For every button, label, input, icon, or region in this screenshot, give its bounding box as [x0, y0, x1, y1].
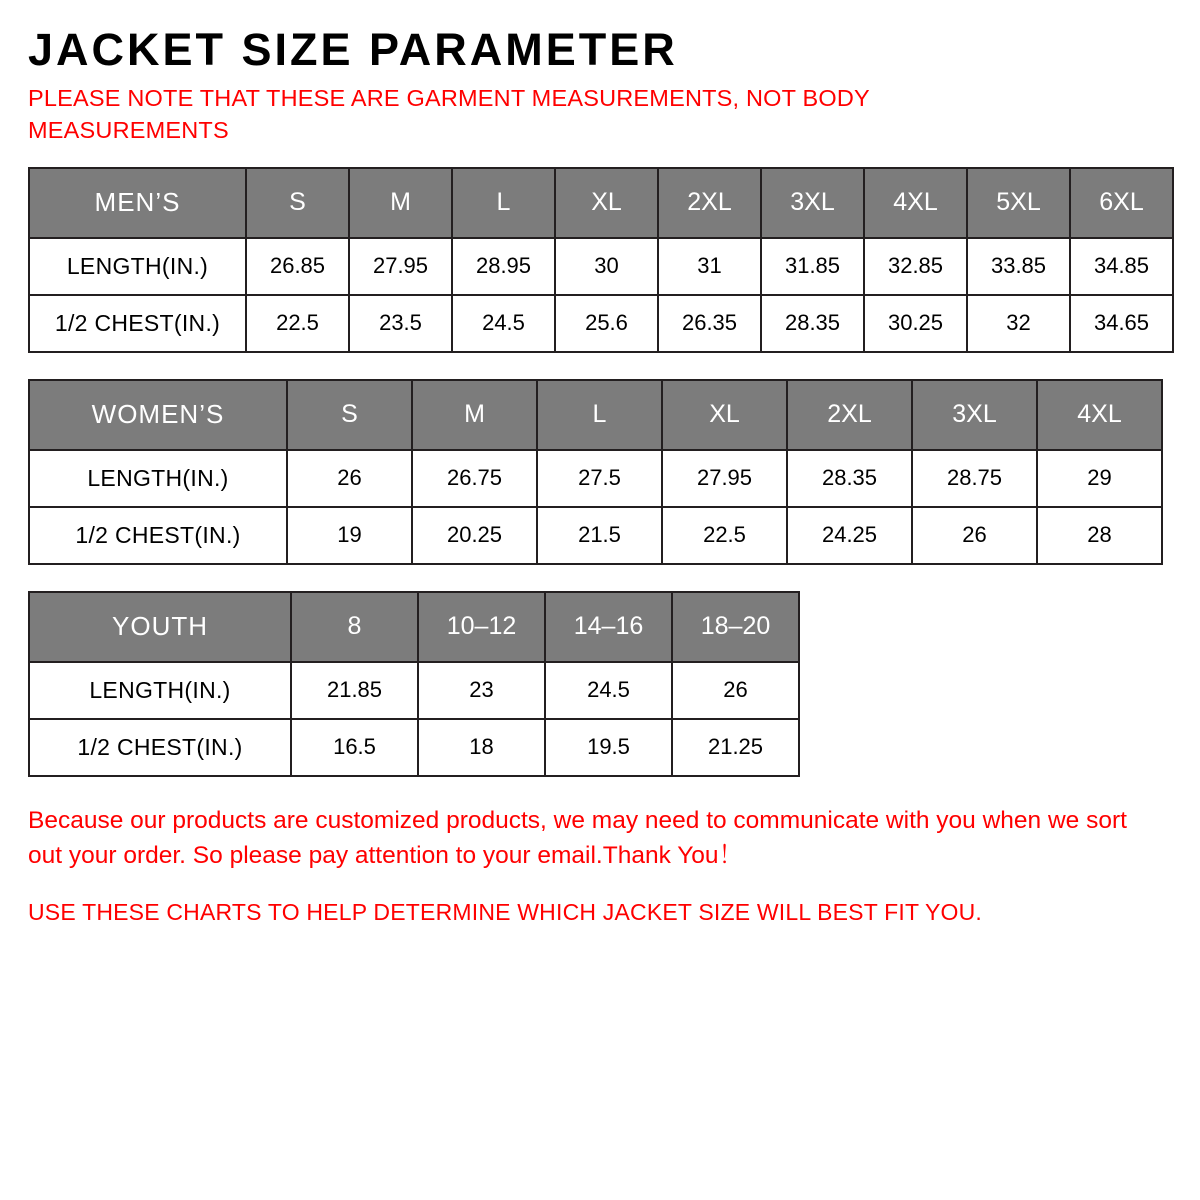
- womens-header-2xl: 2XL: [787, 380, 912, 450]
- table-header-row: [29, 168, 1173, 238]
- table-header-row: [29, 380, 1162, 450]
- youth-length-14-16: 24.5: [545, 662, 672, 719]
- mens-length-5xl: 33.85: [967, 238, 1070, 295]
- mens-length-l: 28.95: [452, 238, 555, 295]
- womens-chest-l: 21.5: [537, 507, 662, 564]
- womens-header-m: M: [412, 380, 537, 450]
- mens-header-xl: XL: [555, 168, 658, 238]
- table-row: [29, 238, 1173, 295]
- womens-header-l: L: [537, 380, 662, 450]
- mens-length-m: 27.95: [349, 238, 452, 295]
- youth-header-8: 8: [291, 592, 418, 662]
- mens-chest-l: 24.5: [452, 295, 555, 352]
- womens-chest-m: 20.25: [412, 507, 537, 564]
- youth-length-18-20: 26: [672, 662, 799, 719]
- mens-chest-3xl: 28.35: [761, 295, 864, 352]
- womens-header-s: S: [287, 380, 412, 450]
- mens-header-label: MEN’S: [29, 168, 246, 238]
- youth-size-table: [28, 591, 800, 777]
- mens-length-label: LENGTH(IN.): [29, 238, 246, 295]
- womens-length-m: 26.75: [412, 450, 537, 507]
- mens-length-2xl: 31: [658, 238, 761, 295]
- womens-length-2xl: 28.35: [787, 450, 912, 507]
- mens-chest-6xl: 34.65: [1070, 295, 1173, 352]
- womens-chest-xl: 22.5: [662, 507, 787, 564]
- womens-chest-3xl: 26: [912, 507, 1037, 564]
- mens-chest-m: 23.5: [349, 295, 452, 352]
- mens-chest-s: 22.5: [246, 295, 349, 352]
- mens-chest-xl: 25.6: [555, 295, 658, 352]
- table-header-row: [29, 592, 799, 662]
- mens-chest-5xl: 32: [967, 295, 1070, 352]
- womens-length-3xl: 28.75: [912, 450, 1037, 507]
- youth-chest-8: 16.5: [291, 719, 418, 776]
- womens-length-4xl: 29: [1037, 450, 1162, 507]
- table-row: [29, 450, 1162, 507]
- youth-chest-18-20: 21.25: [672, 719, 799, 776]
- womens-length-xl: 27.95: [662, 450, 787, 507]
- womens-chest-label: 1/2 CHEST(IN.): [29, 507, 287, 564]
- mens-chest-2xl: 26.35: [658, 295, 761, 352]
- page-title: JACKET SIZE PARAMETER: [28, 24, 678, 75]
- womens-chest-4xl: 28: [1037, 507, 1162, 564]
- table-row: [29, 295, 1173, 352]
- mens-chest-label: 1/2 CHEST(IN.): [29, 295, 246, 352]
- womens-header-xl: XL: [662, 380, 787, 450]
- youth-header-10-12: 10–12: [418, 592, 545, 662]
- youth-length-label: LENGTH(IN.): [29, 662, 291, 719]
- youth-length-8: 21.85: [291, 662, 418, 719]
- womens-length-l: 27.5: [537, 450, 662, 507]
- youth-chest-10-12: 18: [418, 719, 545, 776]
- mens-header-5xl: 5XL: [967, 168, 1070, 238]
- mens-size-table: [28, 167, 1174, 353]
- womens-chest-s: 19: [287, 507, 412, 564]
- mens-header-m: M: [349, 168, 452, 238]
- youth-chest-14-16: 19.5: [545, 719, 672, 776]
- mens-header-6xl: 6XL: [1070, 168, 1173, 238]
- youth-chest-label: 1/2 CHEST(IN.): [29, 719, 291, 776]
- womens-header-label: WOMEN’S: [29, 380, 287, 450]
- table-row: [29, 719, 799, 776]
- womens-header-4xl: 4XL: [1037, 380, 1162, 450]
- mens-header-4xl: 4XL: [864, 168, 967, 238]
- mens-header-3xl: 3XL: [761, 168, 864, 238]
- table-row: [29, 662, 799, 719]
- table-row: [29, 507, 1162, 564]
- womens-header-3xl: 3XL: [912, 380, 1037, 450]
- youth-length-10-12: 23: [418, 662, 545, 719]
- youth-header-label: YOUTH: [29, 592, 291, 662]
- mens-length-4xl: 32.85: [864, 238, 967, 295]
- womens-chest-2xl: 24.25: [787, 507, 912, 564]
- womens-length-s: 26: [287, 450, 412, 507]
- garment-measurement-note: PLEASE NOTE THAT THESE ARE GARMENT MEASUREMENTS, NOT BODY MEASUREMENTS: [28, 85, 870, 143]
- mens-chest-4xl: 30.25: [864, 295, 967, 352]
- mens-length-xl: 30: [555, 238, 658, 295]
- mens-header-2xl: 2XL: [658, 168, 761, 238]
- mens-length-6xl: 34.85: [1070, 238, 1173, 295]
- youth-header-14-16: 14–16: [545, 592, 672, 662]
- mens-header-s: S: [246, 168, 349, 238]
- chart-usage-note: USE THESE CHARTS TO HELP DETERMINE WHICH JACKET SIZE WILL BEST FIT YOU.: [28, 898, 982, 925]
- youth-header-18-20: 18–20: [672, 592, 799, 662]
- womens-length-label: LENGTH(IN.): [29, 450, 287, 507]
- mens-length-3xl: 31.85: [761, 238, 864, 295]
- customization-note: Because our products are customized products, we may need to communicate with you when we sort out your order. So please pay attention to your email.Thank You！: [28, 806, 1127, 870]
- mens-length-s: 26.85: [246, 238, 349, 295]
- womens-size-table: [28, 379, 1163, 565]
- mens-header-l: L: [452, 168, 555, 238]
